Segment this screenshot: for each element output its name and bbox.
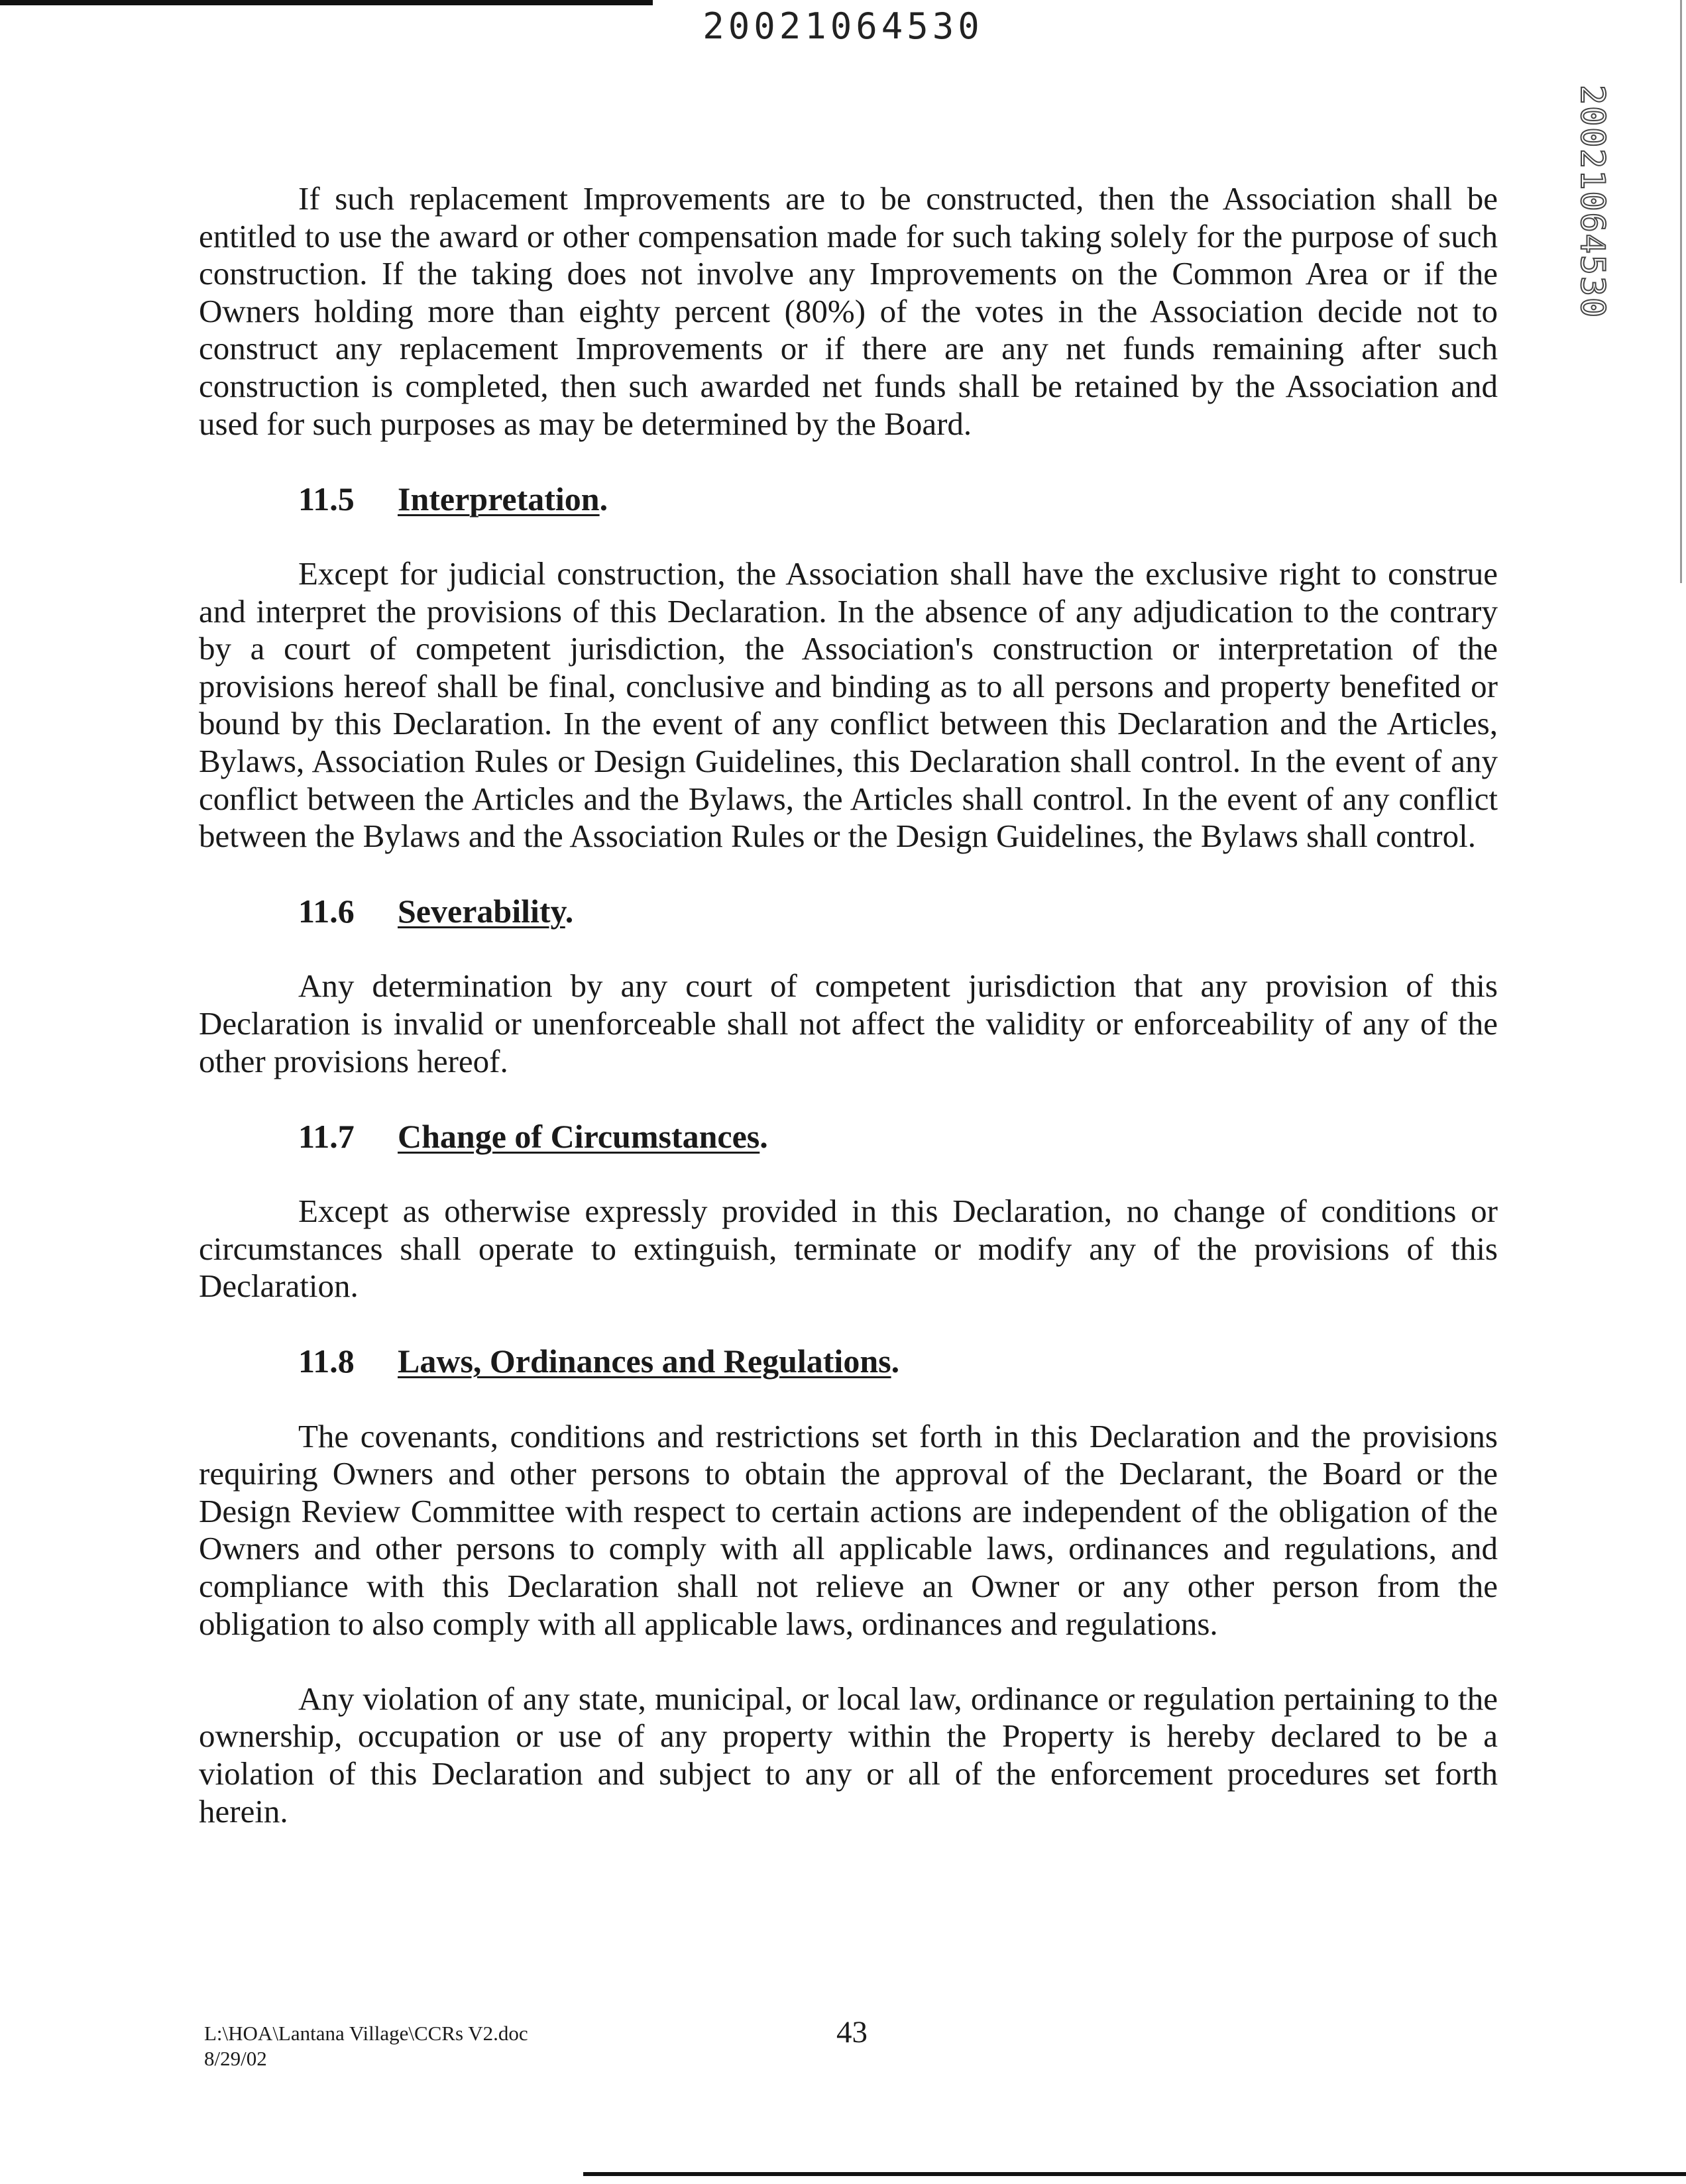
section-heading-11-6: 11.6 Severability. (298, 893, 574, 930)
bottom-scan-rule (583, 2172, 1686, 2176)
footer-date: 8/29/02 (204, 2047, 267, 2070)
footer-file-path: L:\HOA\Lantana Village\CCRs V2.doc (204, 2022, 528, 2045)
section-heading-11-5: 11.5 Interpretation. (298, 480, 608, 518)
section-title: Change of Circumstances (398, 1117, 760, 1155)
paragraph-11-5: Except for judicial construction, the Association shall have the exclusive right to construe and interpret the provisions of this Declaration. In the absence of any adjudication to the contrary by a court of competent jurisdiction, the Association's construction or interpretation of the provisions hereof shall be final, conclusive and binding as to all persons and property benefited or bound by this Declaration. In the event of any conflict between this Declaration and the Articles, Bylaws, Association Rules or Design Guidelines, this Declaration shall control. In the event of any conflict between the Articles and the Bylaws, the Articles shall control. In the event of any conflict between the Bylaws and the Association Rules or the Design Guidelines, the Bylaws shall control. (199, 555, 1498, 855)
page-number: 43 (836, 2015, 868, 2049)
document-body (199, 180, 1498, 1868)
right-scan-edge (1680, 0, 1682, 583)
section-number: 11.7 (298, 1117, 355, 1155)
section-number: 11.6 (298, 893, 355, 930)
paragraph-11-8-a: The covenants, conditions and restrictions set forth in this Declaration and the provisions requiring Owners and other persons to obtain the approval of the Declarant, the Board or the Design Review Committee with respect to certain actions are independent of the obligation of the Owners and other persons to comply with all applicable laws, ordinances and regulations, and compliance with this Declaration shall not relieve an Owner or any other person from the obligation to also comply with all applicable laws, ordinances and regulations. (199, 1417, 1498, 1642)
section-number: 11.5 (298, 480, 355, 518)
paragraph-11-7: Except as otherwise expressly provided in this Declaration, no change of conditions or circumstances shall operate to extinguish, terminate or modify any of the provisions of this Declaration. (199, 1193, 1498, 1305)
paragraph-11-4-continued: If such replacement Improvements are to be constructed, then the Association shall be entitled to use the award or other compensation made for such taking solely for the purpose of such construction. If the taking does not involve any Improvements on the Common Area or if the Owners holding more than eighty percent (80%) of the votes in the Association decide not to construct any replacement Improvements or if there are any net funds remaining after such construction is completed, then such awarded net funds shall be retained by the Association and used for such purposes as may be determined by the Board. (199, 180, 1498, 442)
section-heading-11-8: 11.8 Laws, Ordinances and Regulations. (298, 1342, 900, 1380)
paragraph-11-8-b: Any violation of any state, municipal, or local law, ordinance or regulation pertaining to the ownership, occupation or use of any property within the Property is hereby declared to be a violation of this Declaration and subject to any or all of the enforcement procedures set forth herein. (199, 1680, 1498, 1829)
footer-file-info (204, 2021, 528, 2071)
side-recording-stamp: 20021064530 (1573, 85, 1612, 319)
paragraph-11-6: Any determination by any court of competent jurisdiction that any provision of this Declaration is invalid or unenforceable shall not affect the validity or enforceability of any of the other provisions hereof. (199, 967, 1498, 1079)
section-title: Laws, Ordinances and Regulations (398, 1342, 891, 1380)
section-heading-11-7: 11.7 Change of Circumstances. (298, 1117, 768, 1155)
section-title: Interpretation (398, 480, 600, 518)
section-title: Severability (398, 893, 565, 930)
top-scan-rule (0, 0, 653, 5)
document-number: 20021064530 (702, 5, 984, 47)
section-number: 11.8 (298, 1342, 355, 1380)
